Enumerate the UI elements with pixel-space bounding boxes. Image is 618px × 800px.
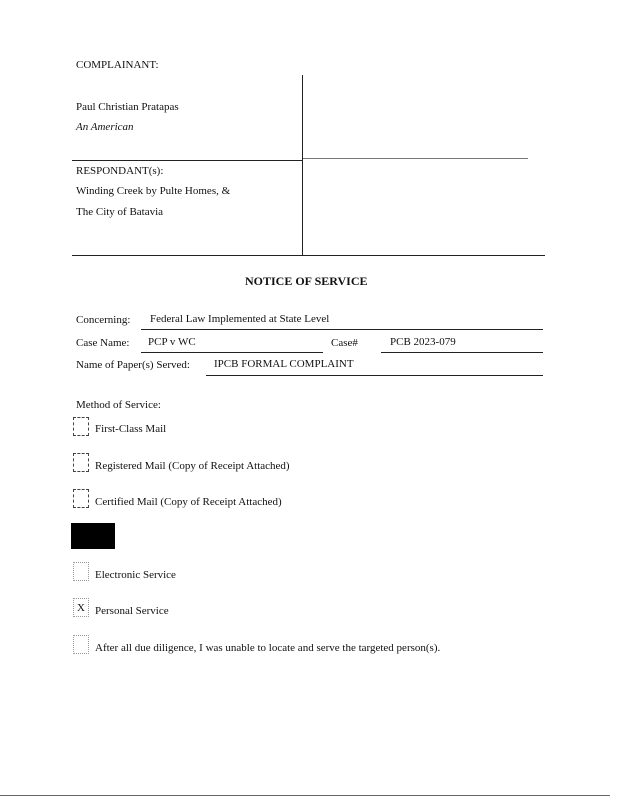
checkbox-first-class[interactable] [73, 417, 89, 436]
checkbox-registered-mail[interactable] [73, 453, 89, 472]
caption-vertical-divider [302, 75, 303, 256]
respondent-1: Winding Creek by Pulte Homes, & [76, 185, 231, 197]
option-unable-to-serve-label: After all due diligence, I was unable to locate and serve the targeted person(s). [95, 642, 441, 654]
concerning-label: Concerning: [76, 314, 131, 326]
option-personal-service-label: Personal Service [95, 605, 169, 617]
case-number-label: Case# [331, 337, 358, 349]
respondent-heading: RESPONDANT(s): [76, 165, 164, 177]
complainant-heading: COMPLAINANT: [76, 59, 159, 71]
option-registered-mail-label: Registered Mail (Copy of Receipt Attached) [95, 460, 290, 472]
checkbox-personal-service[interactable]: X [73, 598, 89, 617]
checkbox-certified-mail[interactable] [73, 489, 89, 508]
case-name-label: Case Name: [76, 337, 130, 349]
option-certified-mail-label: Certified Mail (Copy of Receipt Attached) [95, 496, 282, 508]
checkbox-electronic-service[interactable] [73, 562, 89, 581]
case-name-underline [141, 352, 323, 353]
complainant-name: Paul Christian Pratapas [76, 101, 179, 113]
concerning-value: Federal Law Implemented at State Level [150, 313, 330, 325]
redaction-block [71, 523, 115, 549]
case-number-underline [381, 352, 543, 353]
document-title: NOTICE OF SERVICE [245, 274, 368, 288]
concerning-underline [141, 329, 543, 330]
caption-bottom-line [72, 255, 545, 256]
method-heading: Method of Service: [76, 399, 161, 411]
checkbox-unable-to-serve[interactable] [73, 635, 89, 654]
option-electronic-service-label: Electronic Service [95, 569, 176, 581]
option-first-class-label: First-Class Mail [95, 423, 167, 435]
caption-mid-line-left [72, 160, 302, 161]
papers-served-label: Name of Paper(s) Served: [76, 359, 190, 371]
page-bottom-rule [0, 795, 610, 796]
papers-served-value: IPCB FORMAL COMPLAINT [214, 358, 354, 370]
complainant-description: An American [76, 121, 134, 133]
caption-mid-line-right [303, 158, 528, 159]
case-number-value: PCB 2023-079 [390, 336, 456, 348]
case-name-value: PCP v WC [148, 336, 196, 348]
papers-served-underline [206, 375, 543, 376]
respondent-2: The City of Batavia [76, 206, 164, 218]
